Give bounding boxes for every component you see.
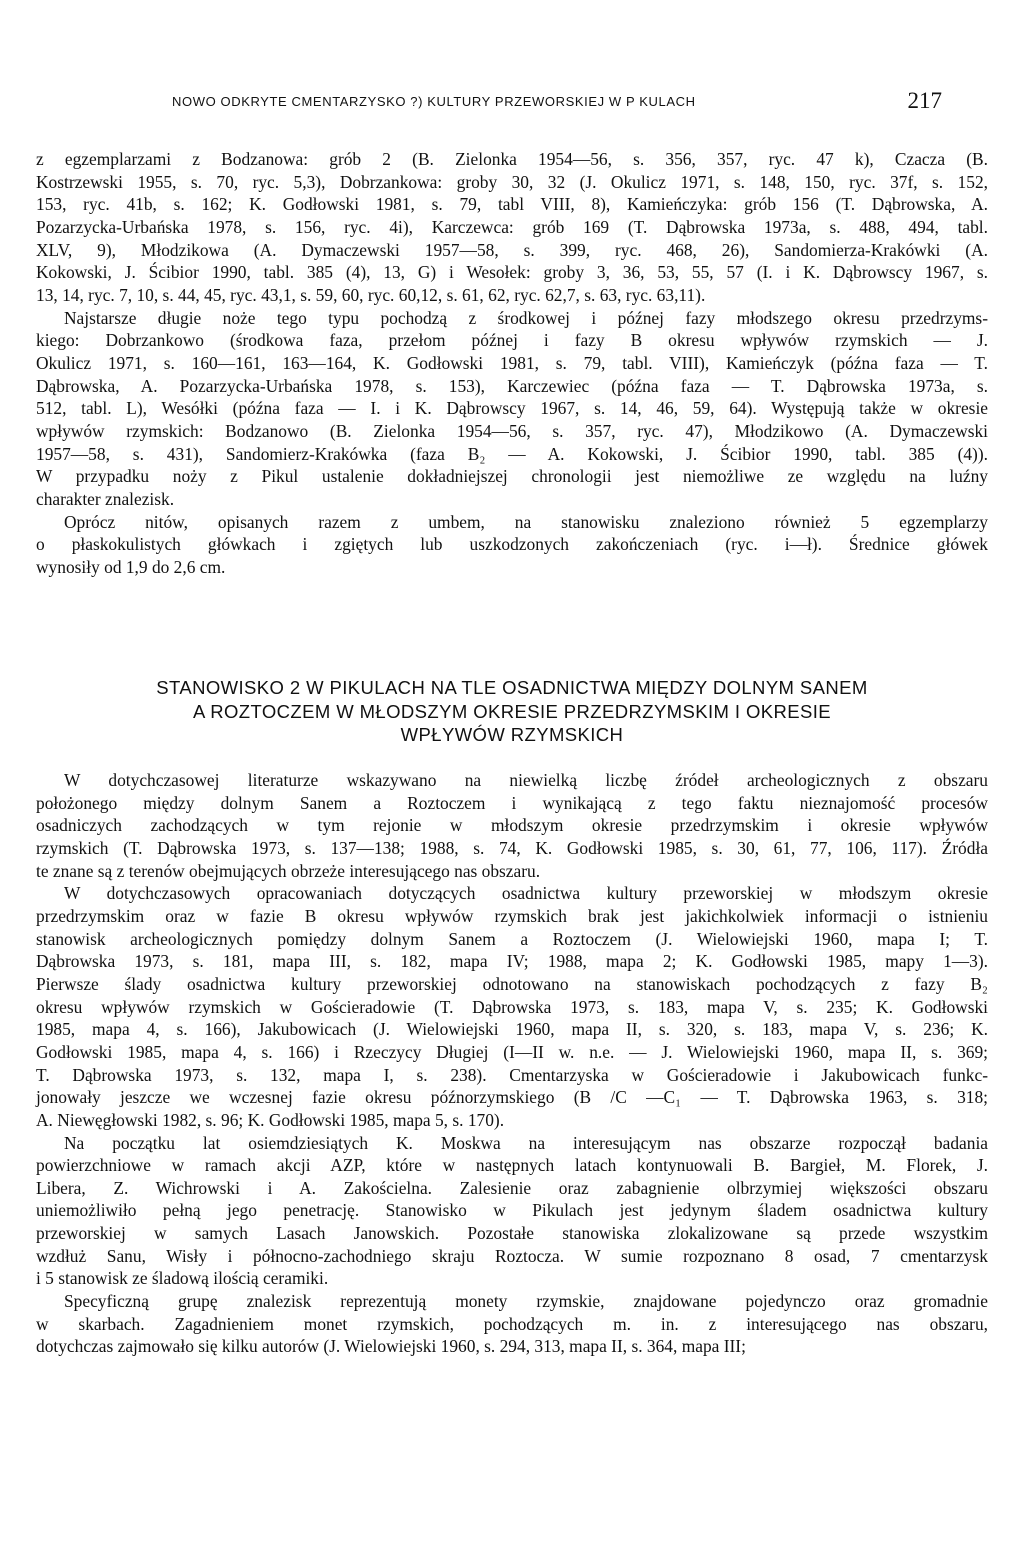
body-text-bottom [36, 769, 988, 1358]
text-line: Na początku lat osiemdziesiątych K. Moskwa na interesującym nas obszarze rozpoczął badania [64, 1132, 988, 1153]
text-line: przedrzymskim oraz w fazie B okresu wpływów rzymskich brak jest jakichkolwiek informacji o istnieniu [36, 905, 988, 926]
text-line: wynosiły od 1,9 do 2,6 cm. [36, 556, 226, 577]
text-line: te znane są z terenów obejmujących obrzeże interesującego nas obszaru. [36, 860, 541, 881]
text-line: Godłowski 1985, mapa 4, s. 166) i Rzeczycy Długiej (I—II w. n.e. — J. Wielowiejski 1960, mapa II, s. 369; [36, 1041, 988, 1062]
heading-line: A ROZTOCZEM W MŁODSZYM OKRESIE PRZEDRZYMSKIM I OKRESIE [193, 700, 831, 722]
text-line: rzymskich (T. Dąbrowska 1973, s. 137—138; 1988, s. 74, K. Godłowski 1985, s. 30, 61, 77, 106, 117). Źródła [36, 837, 988, 858]
text-line: A. Niewęgłowski 1982, s. 96; K. Godłowski 1985, mapa 5, s. 170). [36, 1109, 505, 1130]
paragraph [36, 769, 988, 882]
text-line: Pozarzycka-Urbańska 1978, s. 156, ryc. 4i), Karczewca: grób 169 (T. Dąbrowska 1973a, s. 488, 494, tabl. [36, 216, 988, 237]
text-line: Dąbrowska, A. Pozarzycka-Urbańska 1978, s. 153), Karczewiec (późna faza — T. Dąbrowska 1973a, s. [36, 375, 988, 396]
text-line: przeworskiej w samych Lasach Janowskich. Pozostałe stanowiska zlokalizowane są przede wszystkim [36, 1223, 988, 1244]
text-line: Oprócz nitów, opisanych razem z umbem, na stanowisku znaleziono również 5 egzemplarzy [64, 511, 988, 532]
text-line: Libera, Z. Wichrowski i A. Zakościelna. Zalesienie oraz zabagnienie olbrzymiej większości obszaru [36, 1177, 988, 1198]
text-line: osadniczych zachodzących w tym rejonie w młodszym okresie przedrzymskim i okresie wpływów [36, 815, 988, 836]
text-line: dotychczas zajmowało się kilku autorów (J. Wielowiejski 1960, s. 294, 313, mapa II, s. 364, mapa III; [36, 1336, 746, 1357]
text-line: Kostrzewski 1955, s. 70, ryc. 5,3), Dobrzankowa: groby 30, 32 (J. Okulicz 1971, s. 148, 150, ryc. 37f, s. 152, [36, 171, 988, 192]
text-line: W dotychczasowej literaturze wskazywano na niewielką liczbę źródeł archeologicznych z obszaru [64, 770, 988, 790]
text-line: W przypadku noży z Pikul ustalenie dokładniejszej chronologii jest niemożliwe ze względu na luźny [36, 466, 988, 487]
paragraph [36, 148, 988, 307]
text-line: 512, tabl. L), Wesółki (późna faza — I. i K. Dąbrowscy 1967, s. 14, 46, 59, 64). Występują także w okresie [36, 398, 988, 419]
text-line: w skarbach. Zagadnieniem monet rzymskich, pochodzących m. in. z interesującego nas obszaru, [36, 1313, 988, 1334]
section-heading [36, 676, 988, 747]
paragraph [36, 511, 988, 579]
text-line: okresu wpływów rzymskich w Gościeradowie (T. Dąbrowska 1973, s. 183, mapa V, s. 235; K. Godłowski [36, 996, 988, 1017]
heading-line: STANOWISKO 2 W PIKULACH NA TLE OSADNICTWA MIĘDZY DOLNYM SANEM [156, 677, 868, 698]
text-line: Kokowski, J. Ścibior 1990, tabl. 385 (4), 13, G) i Wesołek: groby 3, 36, 53, 55, 57 (I. i K. Dąbrowscy 1967, s. [36, 262, 988, 283]
paragraph [36, 307, 988, 511]
text-line: i 5 stanowisk ze śladową ilością ceramiki. [36, 1268, 329, 1289]
text-line: uniemożliwiło pełną jego penetrację. Stanowisko w Pikulach jest jedynym śladem osadnictwa kultury [36, 1200, 988, 1221]
text-line: Pierwsze ślady osadnictwa kultury przeworskiej odnotowano na stanowiskach pochodzących z fazy B₂ [36, 973, 988, 994]
text-line: Okulicz 1971, s. 160—161, 163—164, K. Godłowski 1981, s. 79, tabl. VIII), Kamieńczyk (późna faza — T. [36, 352, 988, 373]
text-line: XLV, 9), Młodzikowa (A. Dymaczewski 1957—58, s. 399, ryc. 468, 26), Sandomierza-Krakówki (A. [36, 239, 988, 260]
text-line: 153, ryc. 41b, s. 162; K. Godłowski 1981, s. 79, tabl VIII, 8), Kamieńczyka: grób 156 (T. Dąbrowska, A. [36, 194, 988, 215]
body-text-top [36, 148, 988, 578]
text-line: powierzchniowe w ramach akcji AZP, które w następnych latach kontynuowali B. Bargieł, M. Florek, J. [36, 1155, 988, 1176]
text-line: wzdłuż Sanu, Wisły i północno-zachodniego skraju Roztocza. W sumie rozpoznano 8 osad, 7 cmentarzysk [36, 1245, 988, 1266]
page-number: 217 [907, 88, 942, 113]
paragraph [36, 882, 988, 1131]
text-line: stanowisk archeologicznych pomiędzy dolnym Sanem a Roztoczem (J. Wielowiejski 1960, mapa I; T. [36, 928, 988, 949]
text-line: charakter znalezisk. [36, 488, 175, 509]
text-line: T. Dąbrowska 1973, s. 132, mapa I, s. 238). Cmentarzyska w Gościeradowie i Jakubowicach funkc- [36, 1064, 988, 1085]
text-line: wpływów rzymskich: Bodzanowo (B. Zielonka 1954—56, s. 357, ryc. 47), Młodzikowo (A. Dymaczewski [36, 420, 988, 441]
running-title: NOWO ODKRYTE CMENTARZYSKO ?) KULTURY PRZEWORSKIEJ W P KULACH [172, 94, 696, 109]
text-line: 1985, mapa 4, s. 166), Jakubowicach (J. Wielowiejski 1960, mapa II, s. 320, s. 183, mapa V, s. 236; K. [36, 1019, 988, 1040]
paragraph [36, 1132, 988, 1291]
text-line: Specyficzną grupę znalezisk reprezentują monety rzymskie, znajdowane pojedynczo oraz gromadnie [64, 1291, 988, 1312]
text-line: Dąbrowska 1973, s. 181, mapa III, s. 182, mapa IV; 1988, mapa 2; K. Godłowski 1985, mapy 1—3). [36, 951, 988, 972]
text-line: 1957—58, s. 431), Sandomierz-Krakówka (faza B₂ — A. Kokowski, J. Ścibior 1990, tabl. 385 (4)). [36, 443, 988, 464]
text-line: Najstarsze długie noże tego typu pochodzą z środkowej i późnej fazy młodszego okresu przedrzyms- [64, 307, 988, 328]
paragraph [36, 1290, 988, 1358]
running-header [0, 88, 1024, 118]
text-line: kiego: Dobrzankowo (środkowa faza, przełom późnej i fazy B okresu wpływów rzymskich — J. [36, 330, 988, 351]
text-line: z egzemplarzami z Bodzanowa: grób 2 (B. Zielonka 1954—56, s. 356, 357, ryc. 47 k), Czacza (B. [36, 149, 988, 169]
text-line: o płaskokulistych główkach i zgiętych lub uszkodzonych zakończeniach (ryc. i—ł). Średnice główek [36, 534, 988, 555]
heading-line: WPŁYWÓW RZYMSKICH [400, 724, 624, 745]
text-line: 13, 14, ryc. 7, 10, s. 44, 45, ryc. 43,1, s. 59, 60, ryc. 60,12, s. 61, 62, ryc. 62,7, s. 63, ryc. 63,11). [36, 284, 706, 305]
text-line: położonego między dolnym Sanem a Roztoczem i wynikającą z tego faktu nieznajomość procesów [36, 792, 988, 813]
text-line: W dotychczasowych opracowaniach dotyczących osadnictwa kultury przeworskiej w młodszym okresie [64, 883, 988, 904]
text-line: jonowały jeszcze we wczesnej fazie okresu późnorzymskiego (B /C —C₁ — T. Dąbrowska 1963, s. 318; [36, 1087, 988, 1108]
